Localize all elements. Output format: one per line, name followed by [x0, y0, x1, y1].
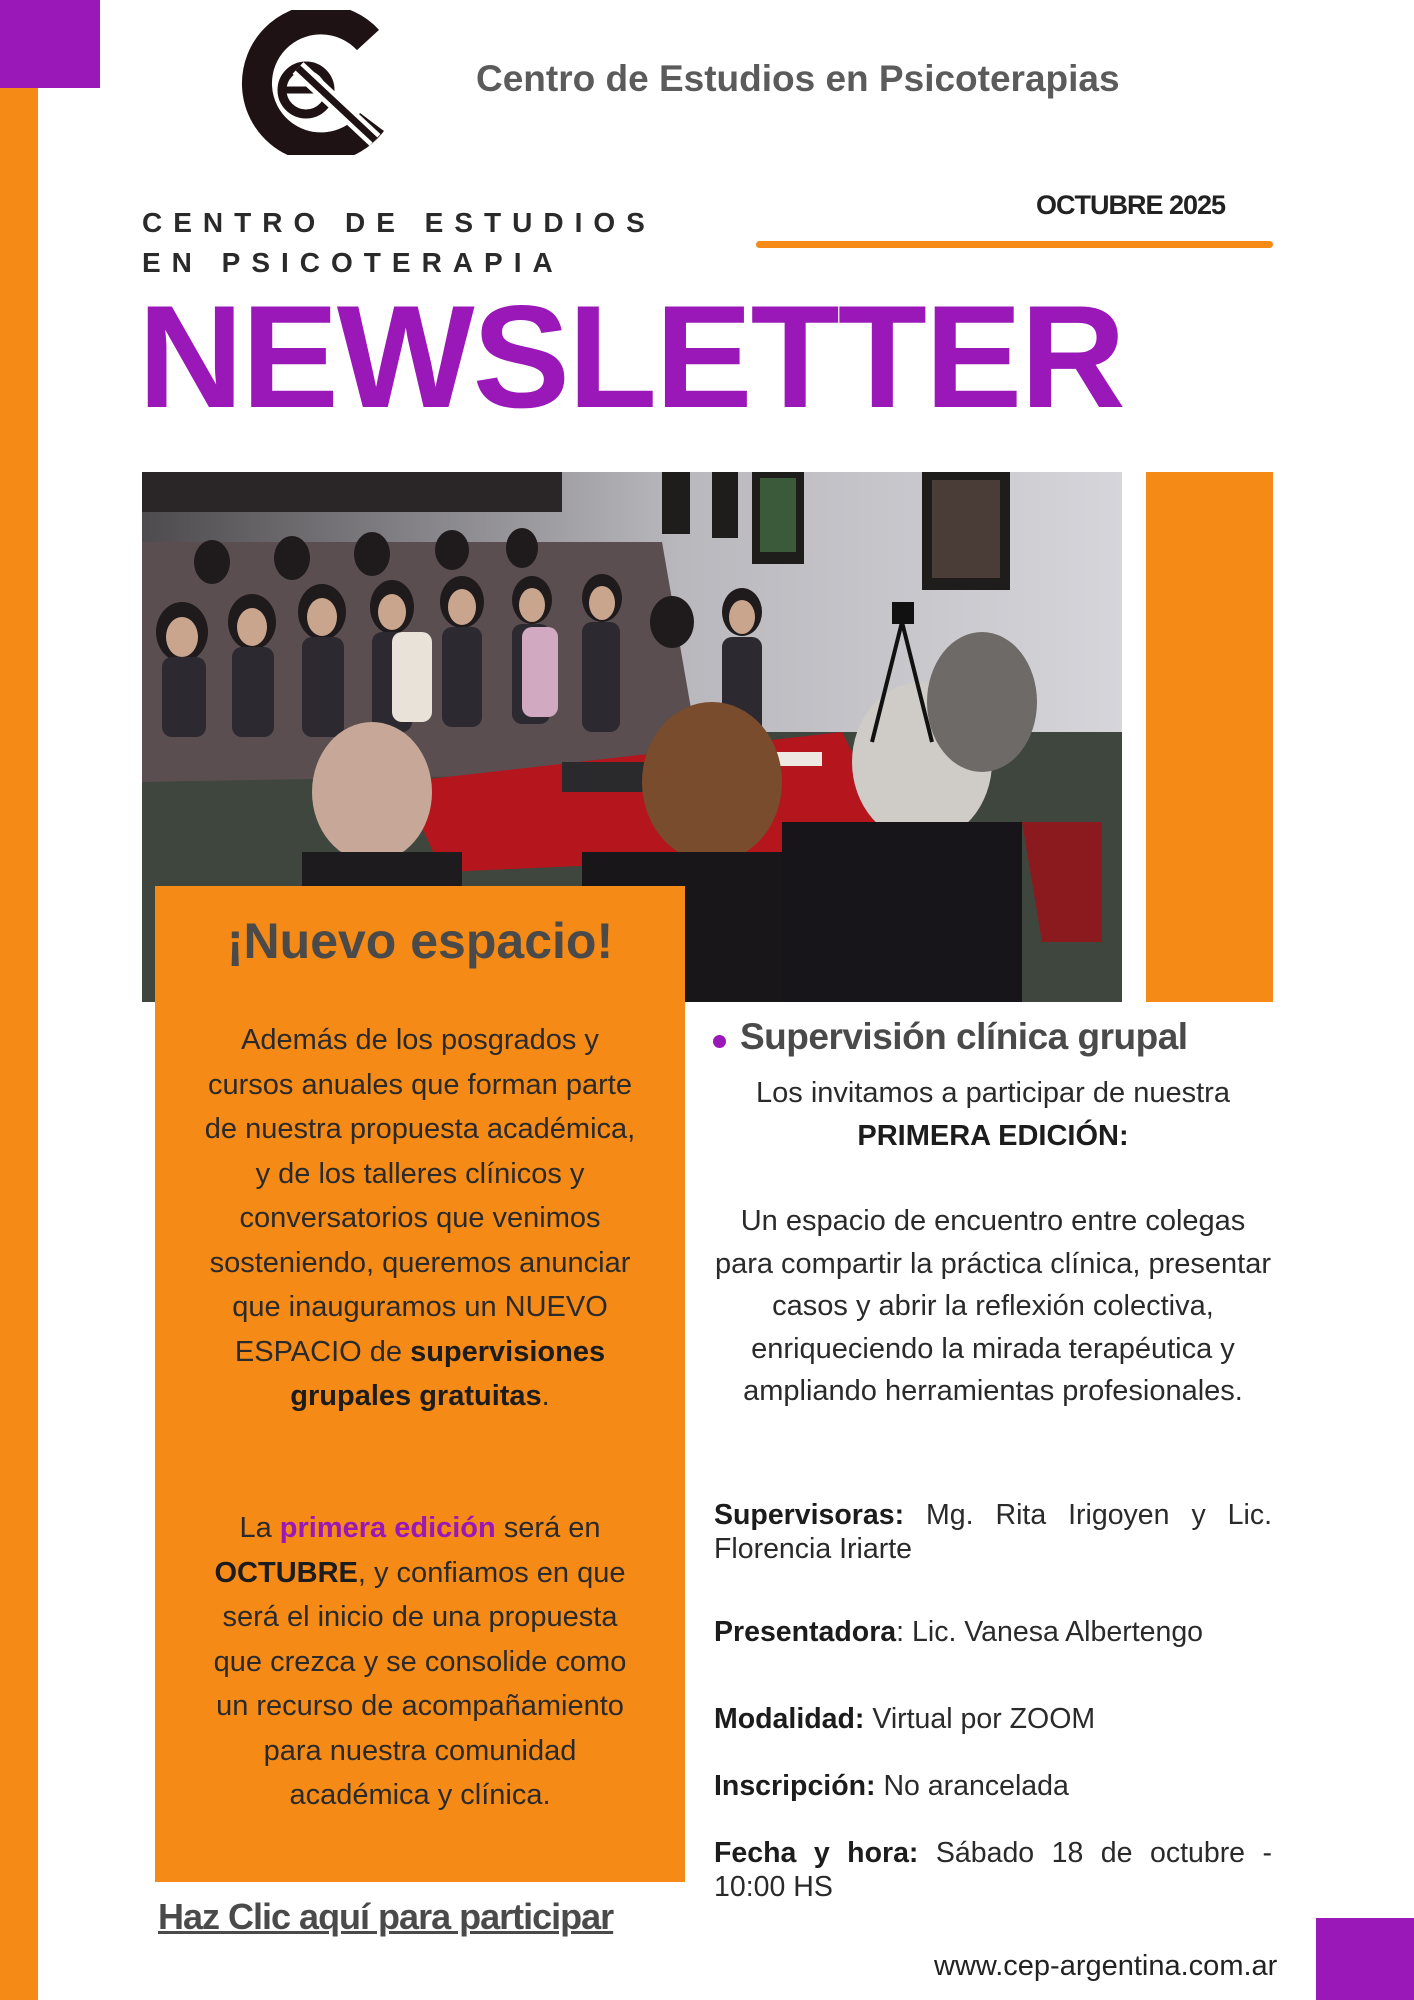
section-title: Supervisión clínica grupal [740, 1016, 1188, 1057]
participate-link[interactable]: Haz Clic aquí para participar [158, 1896, 614, 1937]
detail-supervisoras [714, 1498, 1272, 1566]
month-underline [756, 241, 1273, 248]
promo-p1-end: . [541, 1380, 550, 1412]
promo-p2-b: será en [495, 1512, 601, 1544]
section-description: Un espacio de encuentro entre colegas para compartir la práctica clínica, presentar casos y abrir la reflexión colectiva, enriqueciendo la mirada terapéutica y ampliando herramientas profesionales. [714, 1205, 1272, 1407]
detail-label: Inscripción: [714, 1770, 876, 1802]
detail-value: Mg. Rita Irigoyen y Lic. Florencia Iriarte [714, 1499, 1272, 1565]
promo-paragraph-1 [195, 1018, 645, 1419]
detail-modalidad [714, 1702, 1272, 1736]
kicker-line-1: CENTRO DE ESTUDIOS [142, 207, 656, 238]
promo-p2-c: , y confiamos en que será el inicio de una propuesta que crezca y se consolide como un recurso de acompañamiento para nuestra comunidad académica y clínica. [213, 1556, 627, 1811]
promo-paragraph-2 [195, 1506, 645, 1818]
detail-value: Sábado 18 de octubre - 10:00 HS [714, 1837, 1272, 1903]
detail-label: Presentadora [714, 1616, 897, 1648]
detail-presentadora [714, 1615, 1272, 1649]
detail-inscripcion [714, 1769, 1272, 1803]
issue-month: OCTUBRE 2025 [1036, 190, 1226, 220]
detail-label: Fecha y hora: [714, 1837, 919, 1869]
header-kicker [142, 203, 656, 283]
bottom-right-purple-block [1316, 1918, 1414, 2000]
detail-label: Supervisoras: [714, 1499, 905, 1531]
detail-value: Virtual por ZOOM [864, 1703, 1096, 1735]
promo-p1-text: Además de los posgrados y cursos anuales que forman parte de nuestra propuesta académica, y de los talleres clínicos y conversatorios que venimos sosteniendo, queremos anunciar que inauguramos un NUEVO ESPACIO de [204, 1024, 636, 1368]
kicker-line-2: EN PSICOTERAPIA [142, 247, 564, 278]
bullet-dot-icon [713, 1035, 726, 1048]
left-orange-stripe [0, 0, 38, 2000]
detail-label: Modalidad: [714, 1703, 865, 1735]
cep-logo-icon [240, 10, 390, 155]
invite-bold: PRIMERA EDICIÓN: [857, 1119, 1129, 1152]
detail-fecha-hora [714, 1836, 1272, 1904]
promo-p2-accent: primera edición [279, 1512, 496, 1544]
website-link[interactable]: www.cep-argentina.com.ar [934, 1950, 1278, 1982]
organization-name: Centro de Estudios en Psicoterapias [476, 58, 1120, 99]
invite-plain: Los invitamos a participar de nuestra [756, 1077, 1230, 1109]
newsletter-masthead: NEWSLETTER [138, 275, 1124, 438]
invite-text [712, 1072, 1274, 1157]
promo-p2-a: La [239, 1512, 280, 1544]
detail-value: No arancelada [875, 1770, 1069, 1802]
top-left-purple-block [0, 0, 100, 88]
promo-p1-bold: supervisiones grupales gratuitas [290, 1335, 606, 1412]
orange-accent-bar [1146, 472, 1273, 1002]
promo-title: ¡Nuevo espacio! [226, 913, 614, 969]
promo-p2-bold: OCTUBRE [214, 1556, 358, 1589]
detail-value: : Lic. Vanesa Albertengo [896, 1616, 1204, 1648]
